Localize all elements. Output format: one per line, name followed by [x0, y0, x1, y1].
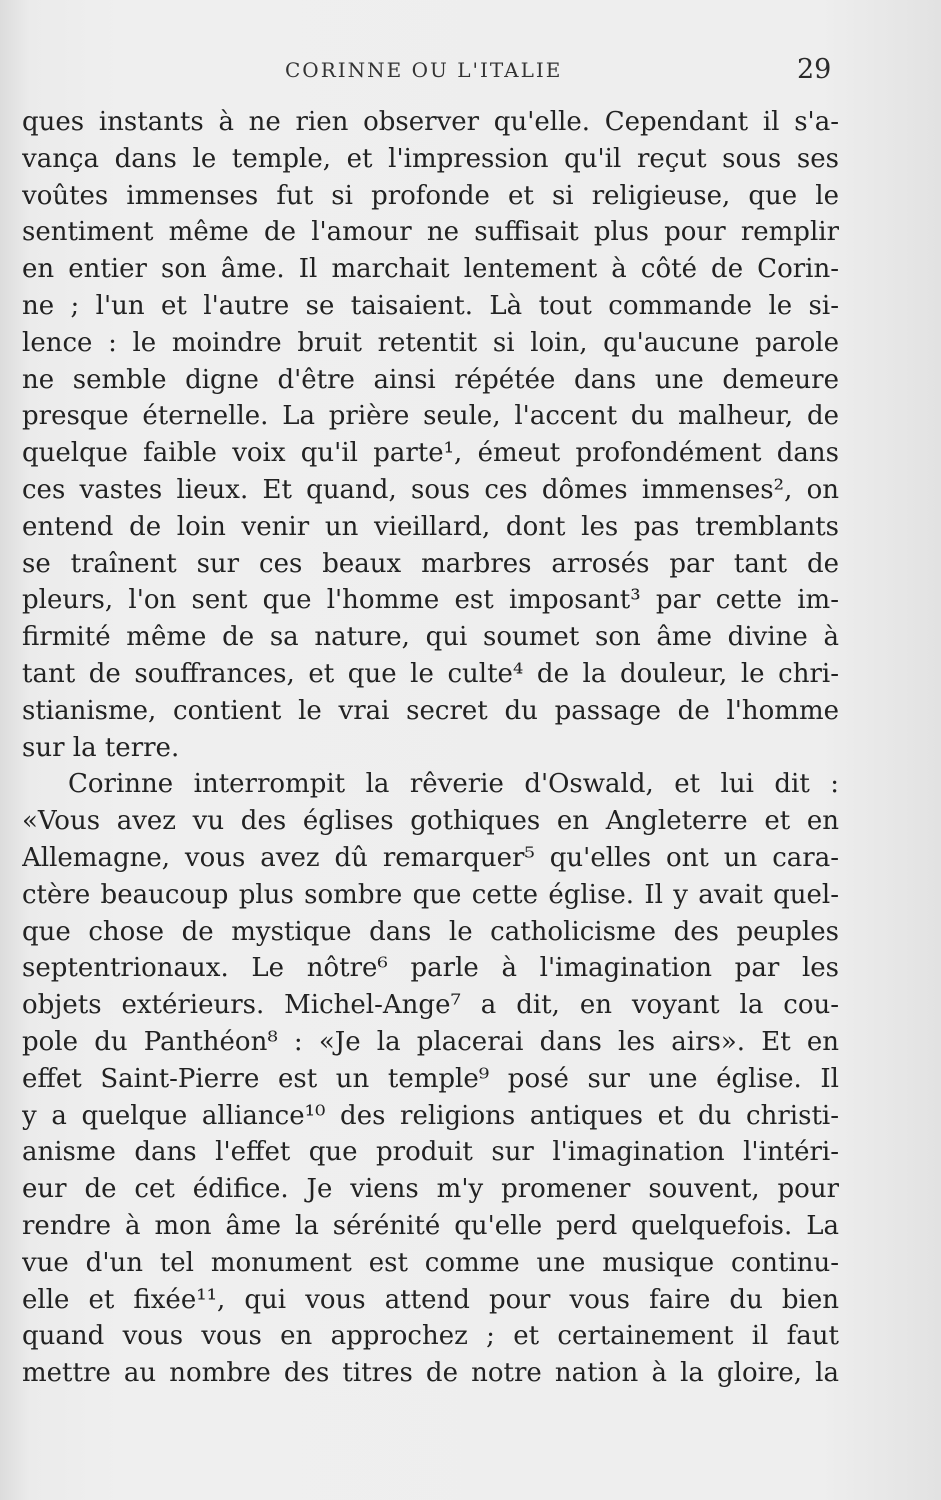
text-line: vança dans le temple, et l'impression qu'il reçut sous ses [22, 143, 839, 174]
text-line: anisme dans l'effet que produit sur l'imagination l'intéri- [22, 1137, 839, 1168]
text-line: «Vous avez vu des églises gothiques en Angleterre et en [22, 806, 839, 837]
text-line: objets extérieurs. Michel-Ange⁷ a dit, en voyant la cou- [22, 990, 839, 1021]
text-line: stianisme, contient le vrai secret du passage de l'homme [22, 695, 839, 726]
text-line: tant de souffrances, et que le culte⁴ de la douleur, le chri- [22, 658, 839, 689]
page-number: 29 [797, 54, 832, 85]
text-line: ne semble digne d'être ainsi répétée dans une demeure [22, 364, 839, 395]
text-line: ne ; l'un et l'autre se taisaient. Là tout commande le si- [22, 290, 839, 321]
page-header [0, 54, 941, 88]
text-line: Allemagne, vous avez dû remarquer⁵ qu'elles ont un cara- [22, 842, 839, 873]
text-line: pole du Panthéon⁸ : «Je la placerai dans les airs». Et en [22, 1026, 839, 1057]
text-line: septentrionaux. Le nôtre⁶ parle à l'imagination par les [22, 953, 839, 984]
text-line: lence : le moindre bruit retentit si loin, qu'aucune parole [22, 327, 839, 358]
text-line: ces vastes lieux. Et quand, sous ces dômes immenses², on [22, 474, 839, 505]
text-line: sur la terre. [22, 732, 180, 763]
body-text [22, 104, 839, 1392]
text-line: firmité même de sa nature, qui soumet son âme divine à [22, 622, 839, 653]
text-line: pleurs, l'on sent que l'homme est imposant³ par cette im- [22, 585, 839, 616]
text-line: sentiment même de l'amour ne suffisait plus pour remplir [22, 217, 839, 248]
text-line: elle et fixée¹¹, qui vous attend pour vous faire du bien [22, 1284, 839, 1315]
text-line: mettre au nombre des titres de notre nation à la gloire, la [22, 1358, 839, 1389]
text-line: Corinne interrompit la rêverie d'Oswald, et lui dit : [68, 769, 839, 800]
text-line: quelque faible voix qu'il parte¹, émeut profondément dans [22, 438, 839, 469]
text-line: voûtes immenses fut si profonde et si religieuse, que le [22, 180, 839, 211]
text-line: ques instants à ne rien observer qu'elle. Cependant il s'a- [22, 107, 839, 137]
text-line: en entier son âme. Il marchait lentement à côté de Corin- [22, 254, 839, 285]
text-line: y a quelque alliance¹⁰ des religions antiques et du christi- [22, 1100, 839, 1131]
text-line: vue d'un tel monument est comme une musique continu- [22, 1247, 839, 1278]
text-line: effet Saint-Pierre est un temple⁹ posé sur une église. Il [22, 1063, 839, 1094]
running-title: CORINNE OU L'ITALIE [285, 58, 563, 82]
text-line: que chose de mystique dans le catholicisme des peuples [22, 916, 839, 947]
text-line: se traînent sur ces beaux marbres arrosés par tant de [22, 548, 839, 579]
text-line: entend de loin venir un vieillard, dont les pas tremblants [22, 511, 839, 542]
text-line: ctère beaucoup plus sombre que cette église. Il y avait quel- [22, 879, 839, 910]
text-line: eur de cet édifice. Je viens m'y promener souvent, pour [22, 1174, 839, 1205]
text-line: presque éternelle. La prière seule, l'accent du malheur, de [22, 401, 839, 432]
text-line: rendre à mon âme la sérénité qu'elle perd quelquefois. La [22, 1210, 839, 1241]
text-line: quand vous vous en approchez ; et certainement il faut [22, 1321, 839, 1352]
